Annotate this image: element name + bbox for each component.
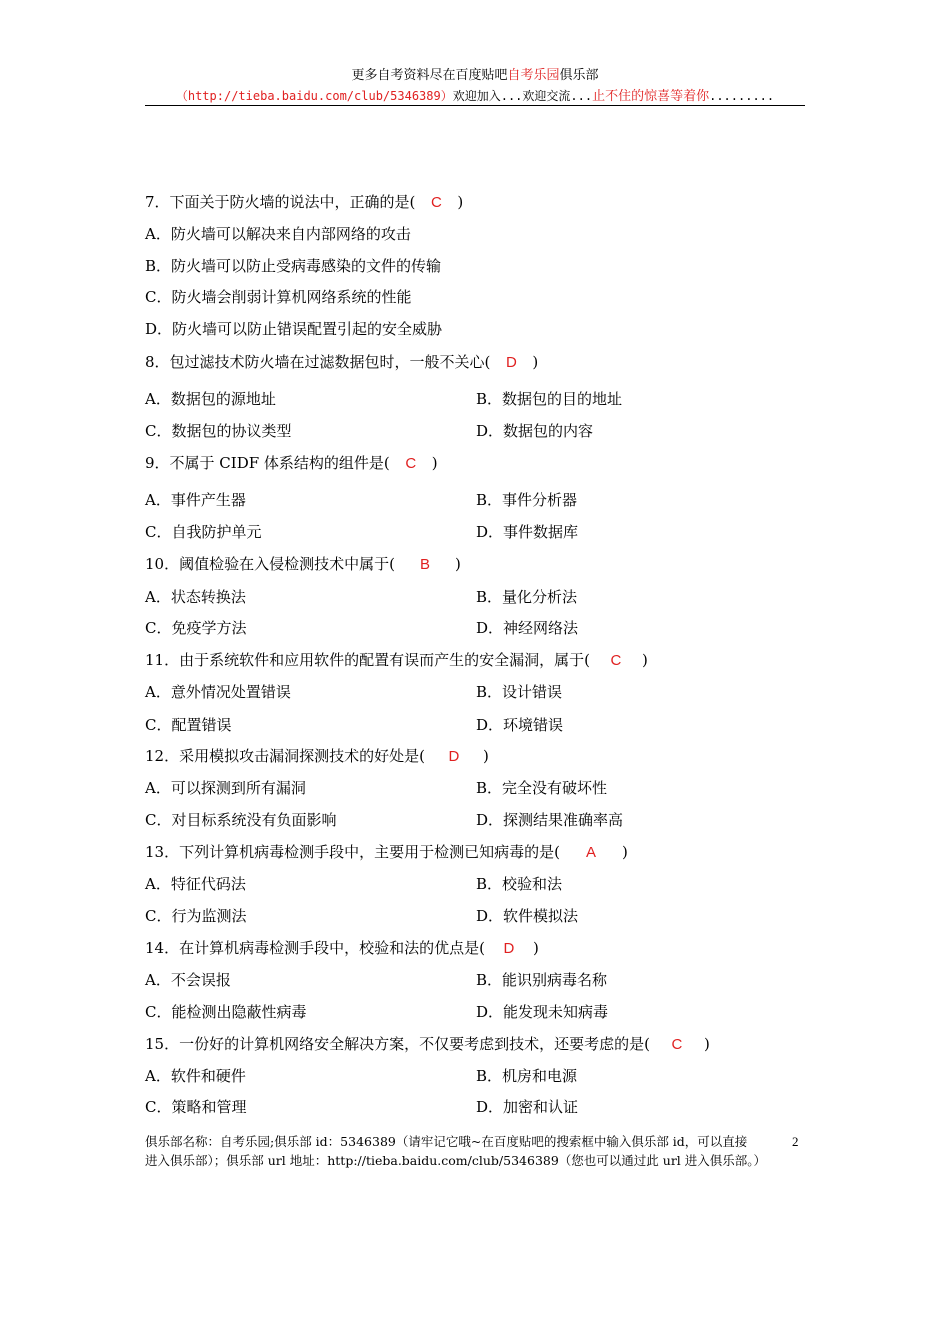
header-url-link[interactable]: （http://tieba.baidu.com/club/5346389） — [175, 89, 453, 103]
question-11 — [145, 650, 648, 671]
option-a: A．不会误报 — [145, 971, 231, 989]
answer-mark: D — [448, 748, 460, 765]
question-13 — [145, 842, 628, 863]
question-8 — [145, 352, 538, 373]
option-c: C．自我防护单元 — [145, 523, 262, 541]
answer-mark: C — [405, 455, 417, 472]
option-a: A．状态转换法 — [145, 588, 246, 606]
option-d: D．探测结果准确率高 — [476, 811, 624, 829]
question-7 — [145, 192, 463, 213]
header-line-2 — [145, 86, 805, 107]
header-highlight: 自考乐园 — [507, 68, 560, 83]
header-text: 欢迎加入...欢迎交流... — [452, 89, 593, 103]
header-text: ......... — [709, 89, 775, 103]
question-stem: 9．不属于 CIDF 体系结构的组件是( — [145, 454, 390, 472]
answer-mark: A — [585, 844, 596, 861]
answer-mark: D — [503, 940, 515, 957]
option-d: D．防火墙可以防止错误配置引起的安全威胁 — [145, 320, 443, 338]
page-header — [145, 66, 805, 107]
option-b: B．数据包的目的地址 — [476, 390, 623, 408]
option-a: A．意外情况处置错误 — [145, 683, 291, 701]
page-footer — [145, 1132, 810, 1170]
question-9 — [145, 453, 438, 474]
option-a: A．可以探测到所有漏洞 — [145, 779, 306, 797]
answer-mark: D — [505, 354, 517, 371]
option-c: C．防火墙会削弱计算机网络系统的性能 — [145, 288, 412, 306]
question-paren: ) — [532, 939, 539, 957]
option-b: B．机房和电源 — [476, 1067, 578, 1085]
option-c: C．数据包的协议类型 — [145, 422, 292, 440]
question-paren: ) — [482, 747, 489, 765]
option-c: C．对目标系统没有负面影响 — [145, 811, 337, 829]
header-divider — [145, 105, 805, 106]
question-paren: ) — [621, 843, 628, 861]
option-b: B．设计错误 — [476, 683, 563, 701]
question-paren: ) — [454, 555, 461, 573]
header-text: 俱乐部 — [559, 68, 599, 83]
option-b: B．量化分析法 — [476, 588, 578, 606]
page-number: 2 — [792, 1134, 799, 1149]
question-stem: 11．由于系统软件和应用软件的配置有误而产生的安全漏洞，属于( — [145, 651, 590, 669]
question-stem: 14．在计算机病毒检测手段中，校验和法的优点是( — [145, 939, 485, 957]
question-stem: 7．下面关于防火墙的说法中，正确的是( — [145, 193, 416, 211]
option-c: C．行为监测法 — [145, 907, 247, 925]
option-b: B．校验和法 — [476, 875, 563, 893]
header-line-1 — [145, 66, 805, 86]
question-10 — [145, 554, 461, 575]
option-a: A．数据包的源地址 — [145, 390, 276, 408]
option-d: D．软件模拟法 — [476, 907, 579, 925]
option-d: D．环境错误 — [476, 716, 564, 734]
header-text: 更多自考资料尽在百度贴吧 — [351, 68, 508, 83]
question-12 — [145, 746, 489, 767]
question-stem: 13．下列计算机病毒检测手段中，主要用于检测已知病毒的是( — [145, 843, 560, 861]
question-paren: ) — [532, 353, 539, 371]
option-b: B．事件分析器 — [476, 491, 578, 509]
question-15 — [145, 1034, 710, 1055]
question-stem: 8．包过滤技术防火墙在过滤数据包时，一般不关心( — [145, 353, 491, 371]
option-c: C．配置错误 — [145, 716, 232, 734]
header-highlight: 止不住的惊喜等着你 — [592, 89, 710, 104]
footer-line-2: 进入俱乐部）；俱乐部 url 地址：http://tieba.baidu.com/club/5346389（您也可以通过此 url 进入俱乐部。） — [145, 1153, 767, 1168]
question-paren: ) — [457, 193, 464, 211]
option-b: B．能识别病毒名称 — [476, 971, 608, 989]
option-a: A．事件产生器 — [145, 491, 246, 509]
question-paren: ) — [703, 1035, 710, 1053]
answer-mark: C — [430, 194, 442, 211]
question-stem: 15．一份好的计算机网络安全解决方案，不仅要考虑到技术，还要考虑的是( — [145, 1035, 650, 1053]
option-d: D．事件数据库 — [476, 523, 579, 541]
option-c: C．策略和管理 — [145, 1098, 247, 1116]
option-d: D．加密和认证 — [476, 1098, 579, 1116]
question-stem: 12．采用模拟攻击漏洞探测技术的好处是( — [145, 747, 425, 765]
option-b: B．完全没有破坏性 — [476, 779, 608, 797]
option-a: A．特征代码法 — [145, 875, 246, 893]
answer-mark: C — [671, 1036, 683, 1053]
answer-mark: C — [610, 652, 622, 669]
option-c: C．能检测出隐蔽性病毒 — [145, 1003, 307, 1021]
option-d: D．能发现未知病毒 — [476, 1003, 609, 1021]
answer-mark: B — [419, 556, 430, 573]
question-14 — [145, 938, 539, 959]
question-paren: ) — [641, 651, 648, 669]
question-stem: 10．阈值检验在入侵检测技术中属于( — [145, 555, 395, 573]
question-paren: ) — [431, 454, 438, 472]
option-b: B．防火墙可以防止受病毒感染的文件的传输 — [145, 257, 442, 275]
footer-line-1: 俱乐部名称：自考乐园;俱乐部 id：5346389（请牢记它哦~在百度贴吧的搜索框中输入俱乐部 id，可以直接 — [145, 1134, 748, 1149]
option-d: D．数据包的内容 — [476, 422, 594, 440]
option-a: A．防火墙可以解决来自内部网络的攻击 — [145, 225, 411, 243]
option-c: C．免疫学方法 — [145, 619, 247, 637]
option-a: A．软件和硬件 — [145, 1067, 246, 1085]
option-d: D．神经网络法 — [476, 619, 579, 637]
